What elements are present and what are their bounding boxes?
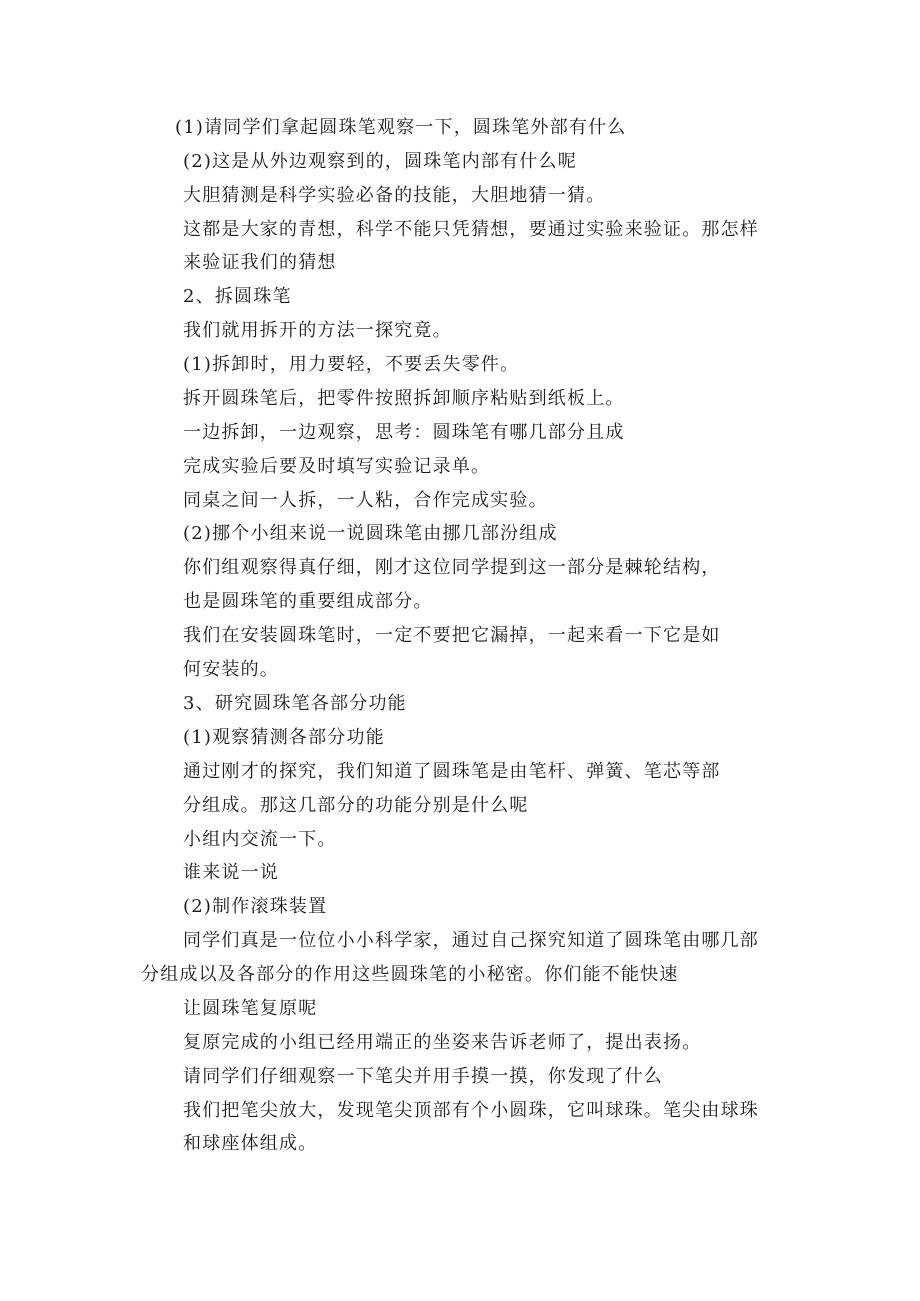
text-line: 谁来说一说 (183, 862, 279, 883)
text-line: (1)拆卸时，用力要轻，不要丢失零件。 (183, 354, 520, 375)
text-line: 你们组观察得真仔细，刚才这位同学提到这一部分是棘轮结构， (183, 557, 721, 578)
text-line: (2)这是从外边观察到的，圆珠笔内部有什么呢 (183, 151, 577, 172)
text-line: 同桌之间一人拆，一人粘，合作完成实验。 (183, 490, 548, 511)
text-line: 拆开圆珠笔后，把零件按照拆卸顺序粘贴到纸板上。 (183, 388, 625, 409)
text-line: 小组内交流一下。 (183, 829, 337, 850)
text-line: 这都是大家的青想，科学不能只凭猜想，要通过实验来验证。那怎样 (183, 219, 759, 240)
text-line: 请同学们仔细观察一下笔尖并用手摸一摸，你发现了什么 (183, 1066, 663, 1087)
text-line: (1)观察猜测各部分功能 (183, 727, 385, 748)
section-heading: 3、研究圆珠笔各部分功能 (183, 693, 407, 714)
text-line: 分组成以及各部分的作用这些圆珠笔的小秘密。你们能不能快速 (141, 964, 679, 985)
text-line: (2)制作滚珠装置 (183, 896, 328, 917)
text-line: 让圆珠笔复原呢 (183, 998, 318, 1019)
text-line: (2)挪个小组来说一说圆珠笔由挪几部汾组成 (183, 523, 558, 544)
text-line: 复原完成的小组已经用端正的坐姿来告诉老师了，提出表扬。 (183, 1032, 702, 1053)
text-line: 和球座体组成。 (183, 1133, 318, 1154)
text-line: 完成实验后要及时填写实验记录单。 (183, 456, 491, 477)
text-line: 大胆猜测是科学实验必备的技能，大胆地猜一猜。 (183, 185, 606, 206)
text-line: 通过刚才的探究，我们知道了圆珠笔是由笔杆、弹簧、笔芯等部 (183, 761, 721, 782)
text-line: 何安装的。 (183, 659, 279, 680)
text-line: 同学们真是一位位小小科学家，通过自己探究知道了圆珠笔由哪几部 (183, 930, 759, 951)
section-heading: 2、拆圆珠笔 (183, 286, 292, 307)
text-line: 我们把笔尖放大，发现笔尖顶部有个小圆珠，它叫球珠。笔尖由球珠 (183, 1100, 759, 1121)
text-line: (1)请同学们拿起圆珠笔观察一下，圆珠笔外部有什么 (175, 117, 627, 138)
text-line: 分组成。那这几部分的功能分别是什么呢 (183, 795, 529, 816)
text-line: 来验证我们的猜想 (183, 252, 337, 273)
text-line: 我们就用拆开的方法一探究竟。 (183, 320, 452, 341)
text-line: 一边拆卸，一边观察，思考：圆珠笔有哪几部分且成 (183, 422, 625, 443)
text-line: 我们在安装圆珠笔时，一定不要把它漏掉，一起来看一下它是如 (183, 625, 721, 646)
text-line: 也是圆珠笔的重要组成部分。 (183, 591, 433, 612)
